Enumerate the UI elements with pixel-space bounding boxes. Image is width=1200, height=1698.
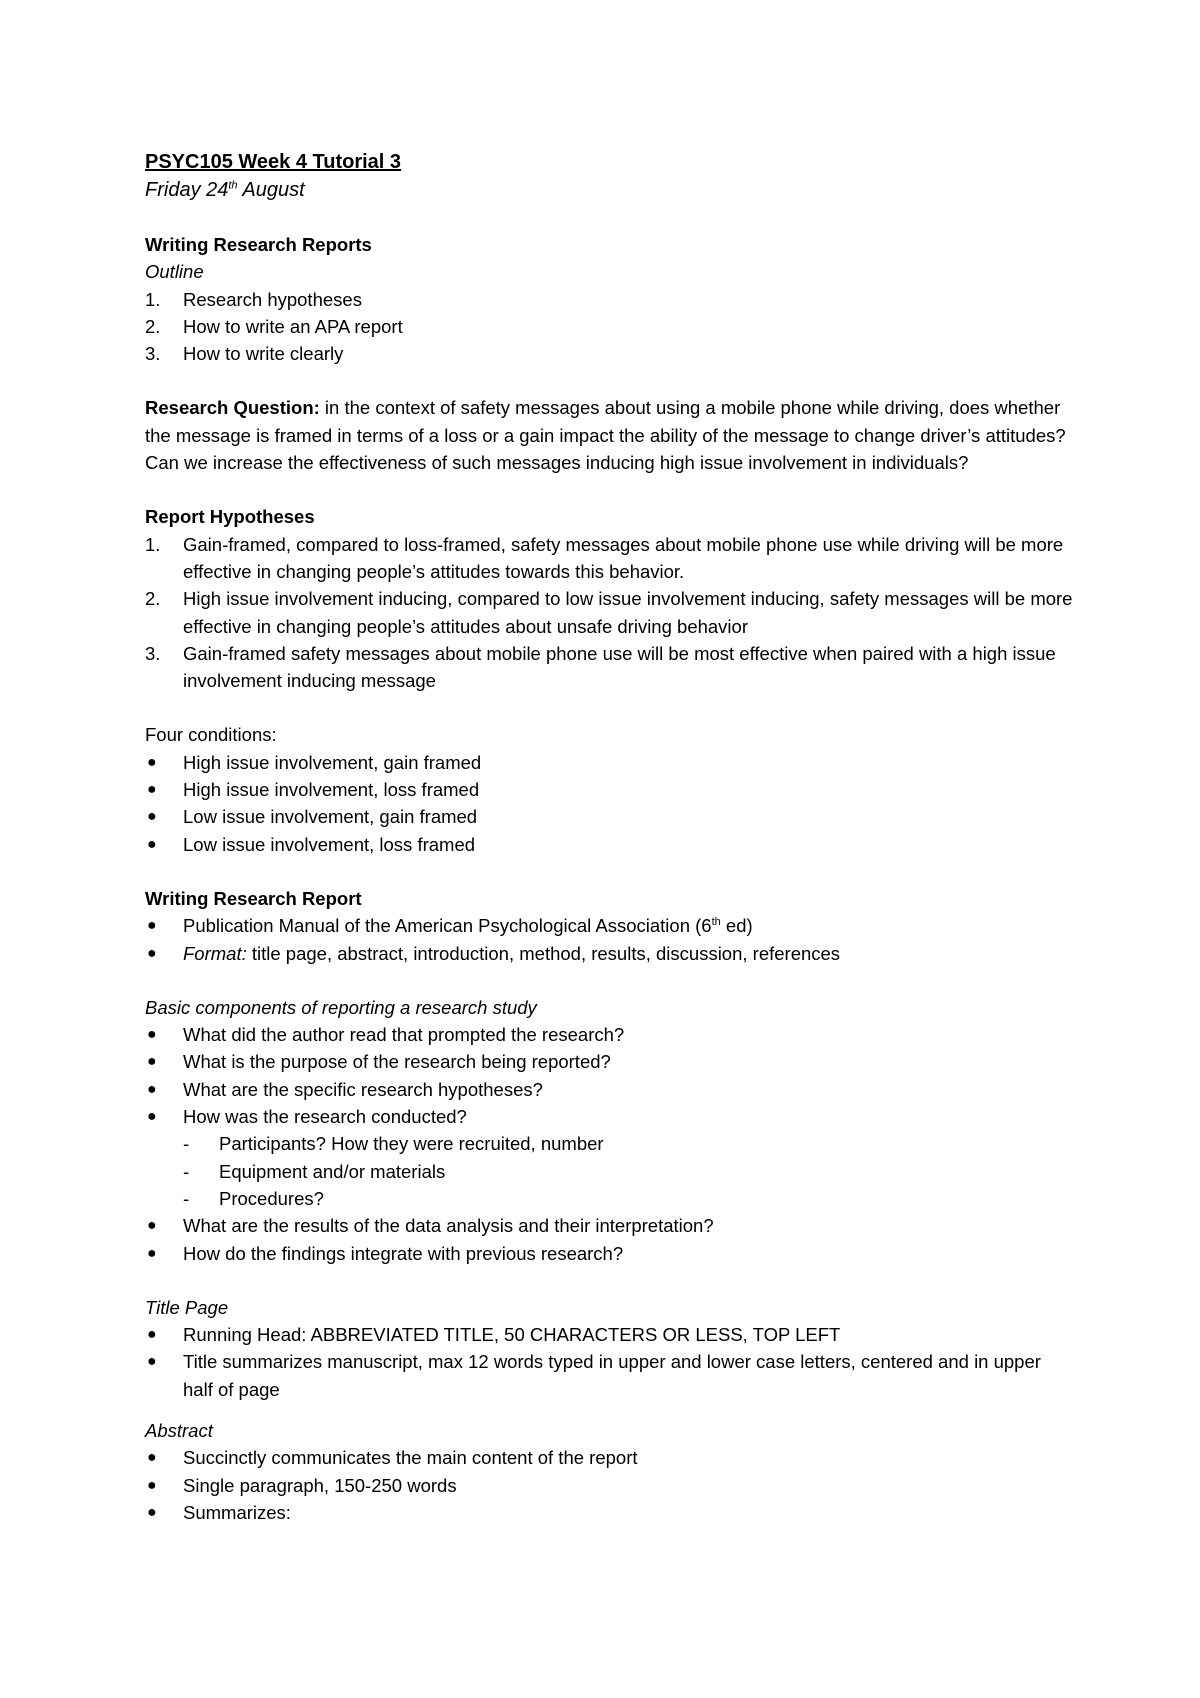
list-text: Gain-framed, compared to loss-framed, safety messages about mobile phone use while driving will be more effective in changing people’s attitudes towards this behavior. (183, 533, 1064, 582)
list-text: High issue involvement, gain framed (183, 751, 482, 773)
list-item (145, 1348, 1075, 1403)
document-title: PSYC105 Week 4 Tutorial 3 (145, 151, 402, 173)
bullet-icon: ● (147, 1353, 157, 1371)
format-label: Format: (183, 942, 247, 964)
list-item (145, 1499, 1075, 1526)
list-item (145, 776, 1075, 803)
title-page-list (145, 1321, 1075, 1403)
date-day: Friday 24 (145, 179, 229, 201)
conditions-label: Four conditions: (145, 724, 277, 746)
sub-list-item (145, 1185, 1075, 1212)
bullet-icon: ● (147, 1326, 157, 1344)
bullet-icon: ● (147, 1108, 157, 1126)
bullet-icon: ● (147, 753, 157, 771)
bullet-icon: ● (147, 944, 157, 962)
bullet-icon: ● (147, 1053, 157, 1071)
list-item (145, 1021, 1075, 1048)
outline-label: Outline (145, 261, 204, 283)
section-heading-writing-reports: Writing Research Reports (145, 234, 372, 255)
list-text: How do the findings integrate with previous research? (183, 1242, 624, 1264)
list-item (145, 1321, 1075, 1348)
list-item (145, 640, 1075, 695)
list-item (145, 1240, 1075, 1267)
research-question-label: Research Question: (145, 397, 320, 419)
bullet-icon: ● (147, 1080, 157, 1098)
list-number: 2. (145, 315, 161, 337)
conditions-list (145, 749, 1075, 858)
edition-ordinal: th (711, 916, 721, 929)
list-text: High issue involvement, loss framed (183, 779, 480, 801)
list-text: Equipment and/or materials (219, 1160, 446, 1182)
research-question-paragraph (145, 394, 1075, 476)
sub-list-item (145, 1130, 1075, 1157)
list-text: What are the specific research hypotheses? (183, 1078, 543, 1100)
list-text: How was the research conducted? (183, 1106, 467, 1128)
list-item (145, 1048, 1075, 1075)
list-item (145, 585, 1075, 640)
list-text: What did the author read that prompted the research? (183, 1024, 625, 1046)
list-text: How to write an APA report (183, 315, 403, 337)
list-text: Publication Manual of the American Psychological Association (6 (183, 915, 712, 937)
list-text: What are the results of the data analysis and their interpretation? (183, 1215, 714, 1237)
list-item (145, 1444, 1075, 1471)
list-item (145, 1103, 1075, 1130)
bullet-icon: ● (147, 917, 157, 935)
bullet-icon: ● (147, 781, 157, 799)
dash-icon: - (183, 1160, 190, 1182)
list-number: 3. (145, 642, 161, 664)
dash-icon: - (183, 1133, 190, 1155)
list-number: 1. (145, 288, 161, 310)
list-item (145, 912, 1075, 939)
list-text: Participants? How they were recruited, number (219, 1133, 604, 1155)
bullet-icon: ● (147, 835, 157, 853)
list-text: What is the purpose of the research being reported? (183, 1051, 611, 1073)
list-number: 3. (145, 343, 161, 365)
abstract-list (145, 1444, 1075, 1526)
writing-report-list (145, 912, 1075, 967)
bullet-icon: ● (147, 1503, 157, 1521)
list-item (145, 531, 1075, 586)
list-text: Succinctly communicates the main content of the report (183, 1447, 638, 1469)
bullet-icon: ● (147, 1476, 157, 1494)
list-text: Running Head: ABBREVIATED TITLE, 50 CHARACTERS OR LESS, TOP LEFT (183, 1324, 841, 1346)
list-text: How to write clearly (183, 343, 344, 365)
research-question-text: in the context of safety messages about using a mobile phone while driving, does whether the message is framed in terms of a loss or a gain impact the ability of the message to change driver’s attitudes? Can we increase the effectiveness of such messages inducing high issue involvement in individuals? (145, 397, 1066, 474)
document-date (145, 176, 1075, 204)
list-item (145, 749, 1075, 776)
list-text: Procedures? (219, 1187, 324, 1209)
date-ordinal: th (228, 179, 238, 192)
date-month: August (237, 179, 305, 201)
bullet-icon: ● (147, 1026, 157, 1044)
list-item (145, 340, 1075, 367)
bullet-icon: ● (147, 1449, 157, 1467)
list-item (145, 940, 1075, 967)
list-item (145, 286, 1075, 313)
list-item (145, 803, 1075, 830)
abstract-label: Abstract (145, 1419, 213, 1441)
list-item (145, 1212, 1075, 1239)
list-text: Research hypotheses (183, 288, 362, 310)
hypotheses-list (145, 531, 1075, 695)
list-text: Single paragraph, 150-250 words (183, 1474, 457, 1496)
list-item (145, 1076, 1075, 1103)
section-heading-hypotheses: Report Hypotheses (145, 506, 315, 528)
dash-icon: - (183, 1187, 190, 1209)
list-text: High issue involvement inducing, compared to low issue involvement inducing, safety messages will be more effective in changing people’s attitudes about unsafe driving behavior (183, 588, 1073, 637)
list-item (145, 1472, 1075, 1499)
list-text: Summarizes: (183, 1501, 291, 1523)
bullet-icon: ● (147, 1217, 157, 1235)
list-number: 2. (145, 588, 161, 610)
list-text: title page, abstract, introduction, method, results, discussion, references (246, 942, 841, 964)
list-text: ed) (720, 915, 753, 937)
list-text: Low issue involvement, loss framed (183, 833, 476, 855)
components-label: Basic components of reporting a research study (145, 996, 537, 1018)
outline-list (145, 286, 1075, 368)
document-page (145, 148, 1075, 1526)
list-item (145, 313, 1075, 340)
components-list (145, 1021, 1075, 1267)
list-text: Gain-framed safety messages about mobile phone use will be most effective when paired with a high issue involvement inducing message (183, 642, 1056, 692)
sub-list-item (145, 1158, 1075, 1185)
bullet-icon: ● (147, 808, 157, 826)
bullet-icon: ● (147, 1244, 157, 1262)
list-text: Title summarizes manuscript, max 12 words typed in upper and lower case letters, centered and in upper half of page (183, 1351, 1041, 1400)
list-item (145, 831, 1075, 858)
title-page-label: Title Page (145, 1296, 229, 1318)
list-text: Low issue involvement, gain framed (183, 806, 478, 828)
list-number: 1. (145, 533, 161, 555)
section-heading-writing-report: Writing Research Report (145, 887, 362, 909)
